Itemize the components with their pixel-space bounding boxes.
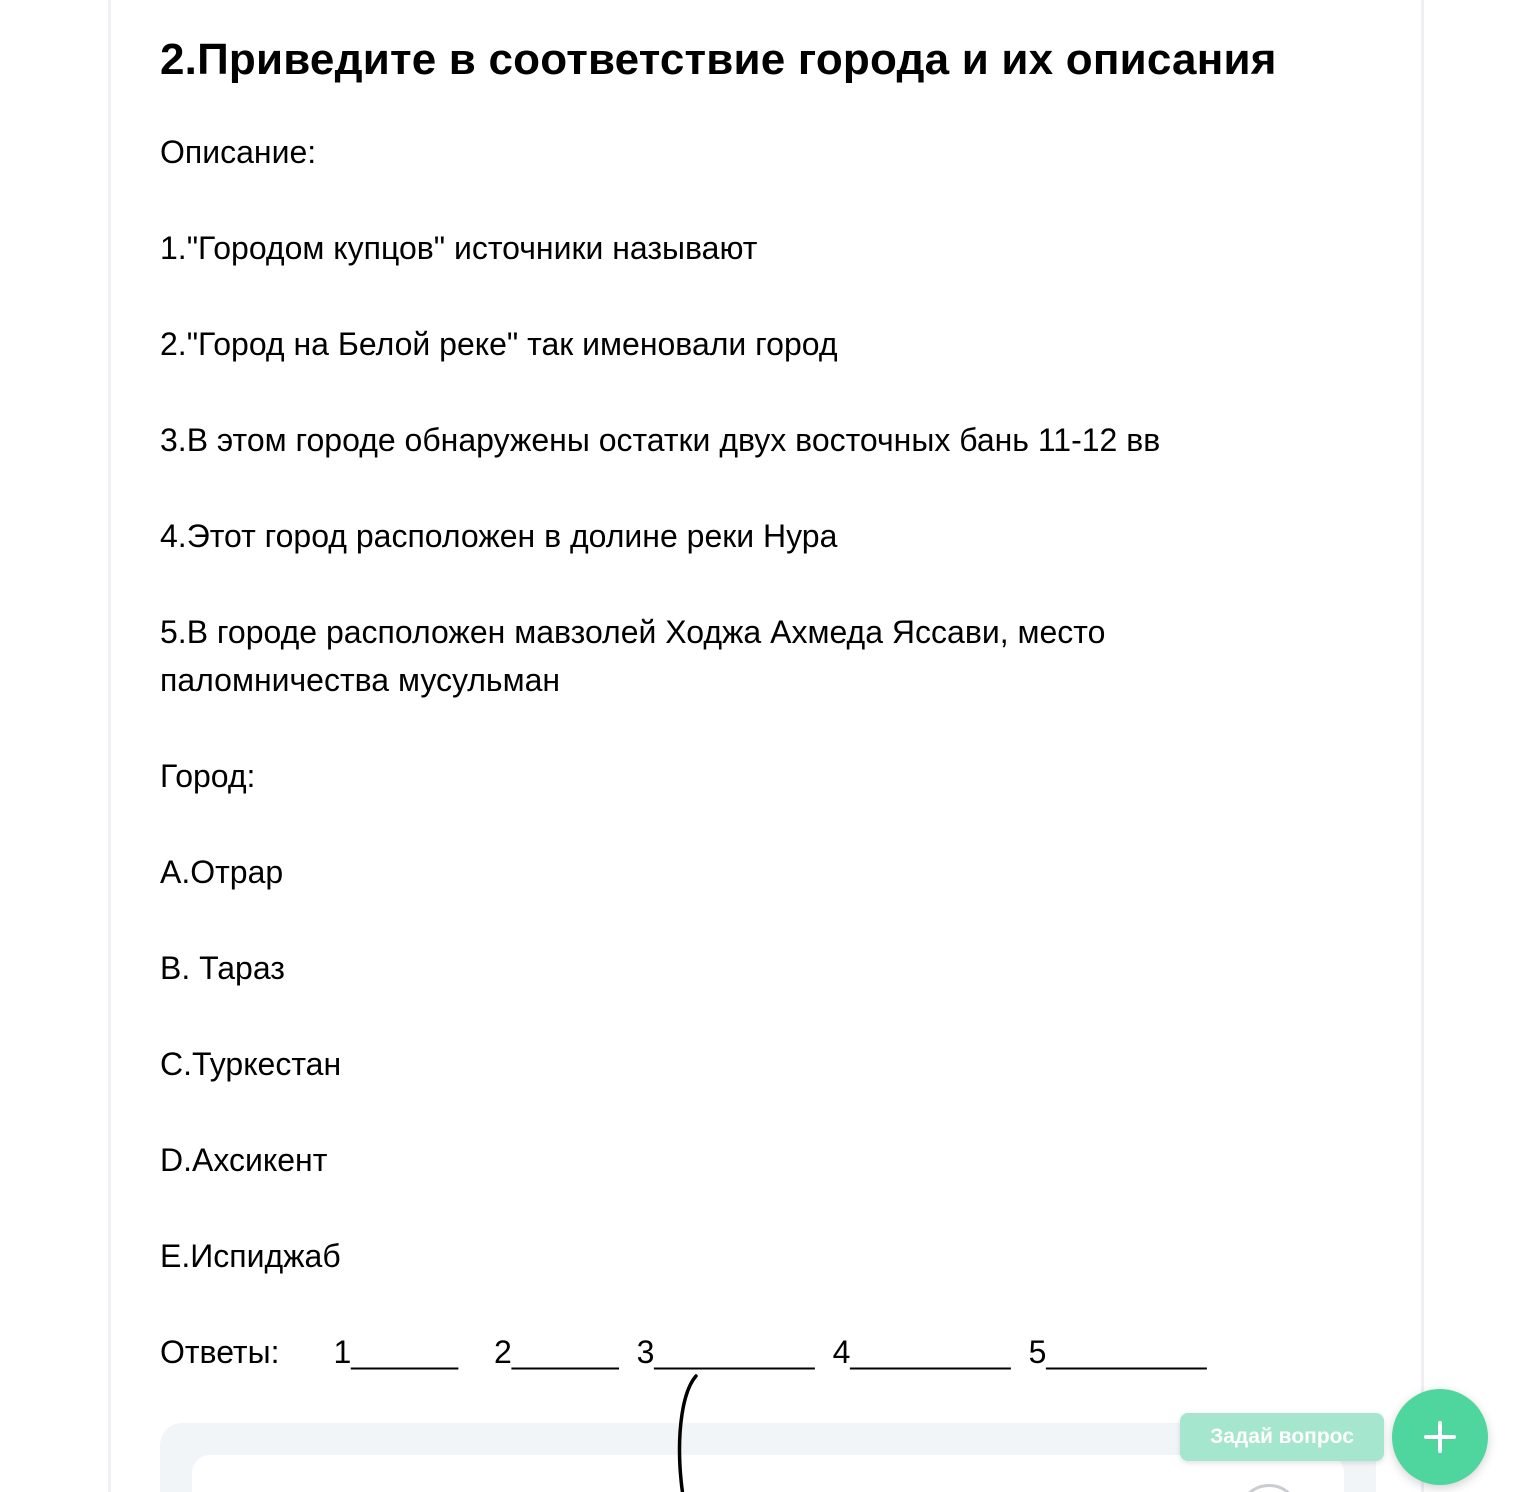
description-item: 2."Город на Белой реке" так именовали город — [160, 326, 838, 362]
answer-slot: 4_________ — [832, 1334, 1011, 1370]
description-heading: Описание: — [160, 134, 317, 170]
answer-slot: 1______ — [333, 1334, 459, 1370]
city-item: B. Тараз — [160, 950, 285, 986]
question-title: 2.Приведите в соответствие города и их описания — [160, 35, 1277, 84]
question-body — [160, 128, 1300, 1376]
city-item: D.Ахсикент — [160, 1142, 328, 1178]
answer-slot: 5_________ — [1028, 1334, 1207, 1370]
city-item: C.Туркестан — [160, 1046, 342, 1082]
description-item: 5.В городе расположен мавзолей Ходжа Ахмеда Яссави, место паломничества мусульман — [160, 614, 1106, 698]
description-item: 1."Городом купцов" источники называют — [160, 230, 758, 266]
answers-label: Ответы: — [160, 1334, 280, 1370]
answer-input[interactable] — [192, 1455, 1344, 1492]
city-item: A.Отрар — [160, 854, 284, 890]
city-heading: Город: — [160, 758, 256, 794]
add-question-button[interactable] — [1392, 1389, 1488, 1485]
description-item: 4.Этот город расположен в долине реки Нура — [160, 518, 838, 554]
answer-slot: 2______ — [494, 1334, 619, 1370]
cursor-stroke — [670, 1372, 710, 1492]
city-item: E.Испиджаб — [160, 1238, 341, 1274]
answer-slot: 3_________ — [636, 1334, 815, 1370]
ask-question-button[interactable]: Задай вопрос — [1180, 1413, 1384, 1461]
description-item: 3.В этом городе обнаружены остатки двух восточных бань 11-12 вв — [160, 422, 1161, 458]
answers-line — [160, 1328, 1300, 1376]
